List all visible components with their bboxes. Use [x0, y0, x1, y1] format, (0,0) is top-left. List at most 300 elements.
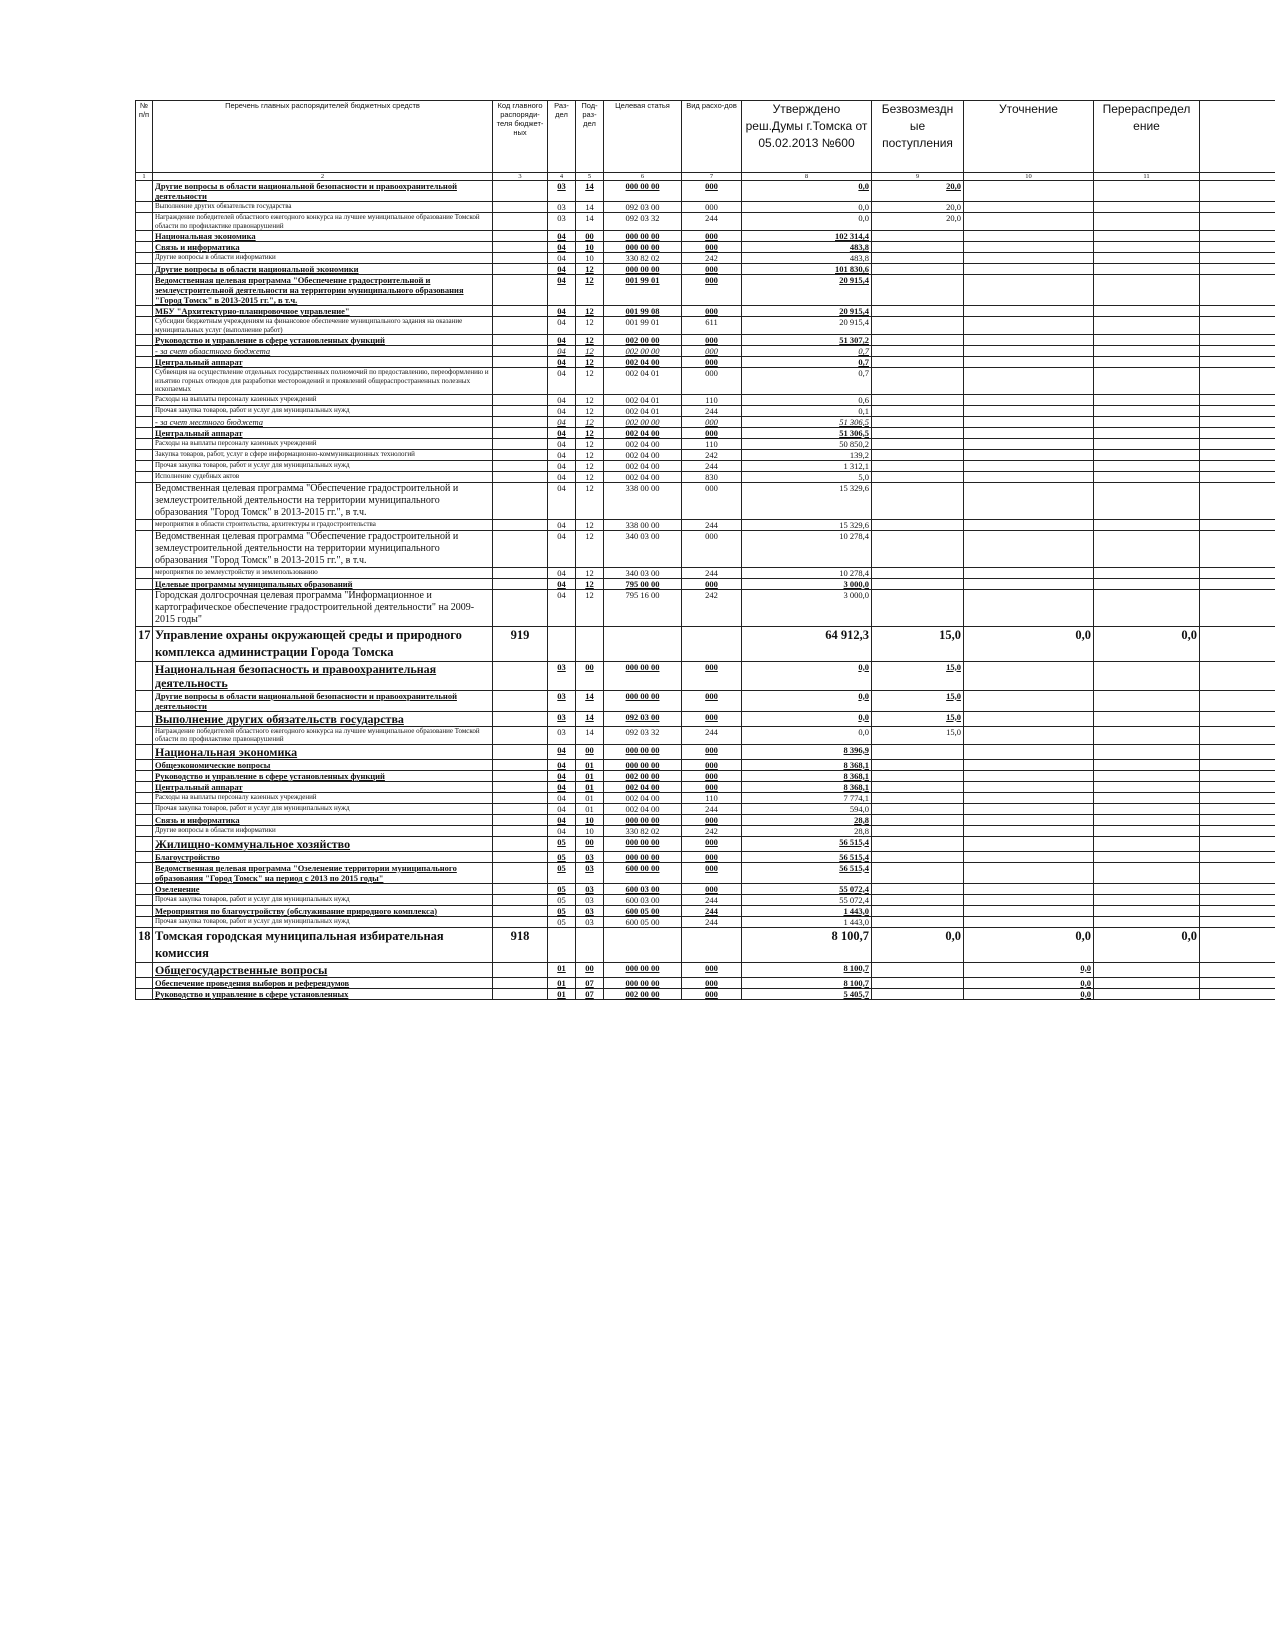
row-number: [136, 275, 153, 306]
row-extra: [1200, 264, 1275, 275]
row-name: Озеленение: [153, 883, 493, 894]
row-number: [136, 306, 153, 317]
row-podrazdel: 10: [576, 814, 604, 825]
row-number: [136, 916, 153, 927]
table-row: [136, 589, 1275, 626]
row-podrazdel: 01: [576, 781, 604, 792]
row-free: [872, 916, 964, 927]
row-clarify: [964, 862, 1094, 883]
row-name: Закупка товаров, работ, услуг в сфере информационно-коммуникационных технологий: [153, 449, 493, 460]
row-approved: 15 329,6: [742, 519, 872, 530]
row-extra: [1200, 202, 1275, 213]
row-target: 092 03 00: [604, 711, 682, 726]
row-podrazdel: 00: [576, 744, 604, 759]
row-name: Прочая закупка товаров, работ и услуг для муниципальных нужд: [153, 460, 493, 471]
row-code: [493, 661, 548, 690]
row-number: [136, 578, 153, 589]
row-vid: 000: [682, 482, 742, 519]
row-code: [493, 744, 548, 759]
row-number: [136, 471, 153, 482]
row-code: [493, 905, 548, 916]
row-clarify: [964, 317, 1094, 335]
row-razdel: 04: [548, 357, 576, 368]
row-target: 600 03 00: [604, 883, 682, 894]
row-realloc: [1094, 264, 1200, 275]
row-number: [136, 317, 153, 335]
row-vid: [682, 927, 742, 962]
row-vid: 110: [682, 792, 742, 803]
row-realloc: [1094, 661, 1200, 690]
row-approved: 0,7: [742, 357, 872, 368]
row-free: [872, 894, 964, 905]
row-code: [493, 825, 548, 836]
row-approved: 3 000,0: [742, 589, 872, 626]
row-number: [136, 213, 153, 231]
row-vid: 000: [682, 335, 742, 346]
row-clarify: [964, 427, 1094, 438]
row-approved: 10 278,4: [742, 530, 872, 567]
row-extra: [1200, 416, 1275, 427]
row-podrazdel: [576, 927, 604, 962]
row-free: [872, 781, 964, 792]
colnum: 9: [872, 173, 964, 181]
row-code: [493, 690, 548, 711]
row-number: [136, 836, 153, 851]
table-row: [136, 977, 1275, 988]
row-realloc: [1094, 471, 1200, 482]
row-target: 000 00 00: [604, 759, 682, 770]
row-free: 20,0: [872, 213, 964, 231]
row-realloc: [1094, 317, 1200, 335]
row-realloc: [1094, 567, 1200, 578]
row-vid: 000: [682, 862, 742, 883]
row-realloc: [1094, 905, 1200, 916]
row-razdel: 04: [548, 482, 576, 519]
row-free: [872, 482, 964, 519]
row-extra: [1200, 836, 1275, 851]
row-number: [136, 792, 153, 803]
row-number: [136, 977, 153, 988]
row-realloc: [1094, 519, 1200, 530]
row-razdel: 01: [548, 977, 576, 988]
row-podrazdel: 12: [576, 264, 604, 275]
row-extra: [1200, 449, 1275, 460]
row-number: [136, 405, 153, 416]
row-realloc: [1094, 335, 1200, 346]
row-target: 002 00 00: [604, 346, 682, 357]
header-free: Безвозмездн ые поступления: [872, 101, 964, 173]
row-clarify: [964, 883, 1094, 894]
table-row: [136, 438, 1275, 449]
row-vid: 110: [682, 438, 742, 449]
row-clarify: 0,0: [964, 626, 1094, 661]
row-extra: [1200, 357, 1275, 368]
row-code: [493, 770, 548, 781]
row-vid: 000: [682, 962, 742, 977]
row-approved: 8 396,9: [742, 744, 872, 759]
row-free: [872, 471, 964, 482]
column-number-row: [136, 173, 1275, 181]
table-row: [136, 231, 1275, 242]
row-podrazdel: 12: [576, 427, 604, 438]
row-number: [136, 726, 153, 744]
row-approved: 1 443,0: [742, 905, 872, 916]
table-row: [136, 405, 1275, 416]
table-row: [136, 335, 1275, 346]
row-number: [136, 346, 153, 357]
row-razdel: 03: [548, 690, 576, 711]
row-razdel: 04: [548, 519, 576, 530]
row-realloc: [1094, 836, 1200, 851]
row-approved: 8 100,7: [742, 927, 872, 962]
table-row: [136, 803, 1275, 814]
row-target: 001 99 01: [604, 317, 682, 335]
row-target: 340 03 00: [604, 530, 682, 567]
row-vid: 244: [682, 519, 742, 530]
row-extra: [1200, 368, 1275, 395]
row-clarify: [964, 482, 1094, 519]
table-row: [136, 894, 1275, 905]
row-target: 000 00 00: [604, 231, 682, 242]
row-approved: 64 912,3: [742, 626, 872, 661]
row-extra: [1200, 803, 1275, 814]
row-target: 330 82 02: [604, 253, 682, 264]
row-number: [136, 394, 153, 405]
row-clarify: [964, 792, 1094, 803]
row-clarify: [964, 567, 1094, 578]
row-code: [493, 416, 548, 427]
row-podrazdel: 07: [576, 988, 604, 999]
row-clarify: [964, 253, 1094, 264]
row-name: Выполнение других обязательств государства: [153, 202, 493, 213]
row-approved: 139,2: [742, 449, 872, 460]
row-code: [493, 567, 548, 578]
row-target: 002 04 00: [604, 357, 682, 368]
row-number: [136, 449, 153, 460]
row-target: 002 04 00: [604, 427, 682, 438]
row-extra: [1200, 962, 1275, 977]
row-name: Руководство и управление в сфере установленных функций: [153, 335, 493, 346]
row-name: Жилищно-коммунальное хозяйство: [153, 836, 493, 851]
row-razdel: 04: [548, 744, 576, 759]
row-vid: 242: [682, 589, 742, 626]
header-row: [136, 101, 1275, 173]
row-approved: 0,0: [742, 711, 872, 726]
row-approved: 5 405,7: [742, 988, 872, 999]
table-row: [136, 427, 1275, 438]
row-razdel: 04: [548, 471, 576, 482]
row-realloc: [1094, 394, 1200, 405]
table-body: [136, 181, 1275, 1000]
row-podrazdel: 14: [576, 690, 604, 711]
colnum: 1: [136, 173, 153, 181]
table-row: [136, 416, 1275, 427]
row-realloc: [1094, 578, 1200, 589]
row-razdel: 04: [548, 792, 576, 803]
row-code: [493, 836, 548, 851]
row-vid: 611: [682, 317, 742, 335]
row-approved: 102 314,4: [742, 231, 872, 242]
row-extra: [1200, 589, 1275, 626]
row-code: [493, 759, 548, 770]
row-code: [493, 394, 548, 405]
row-razdel: 04: [548, 306, 576, 317]
row-extra: [1200, 438, 1275, 449]
row-target: 600 05 00: [604, 916, 682, 927]
row-clarify: [964, 905, 1094, 916]
row-clarify: [964, 438, 1094, 449]
row-number: [136, 567, 153, 578]
row-free: [872, 977, 964, 988]
row-razdel: 04: [548, 335, 576, 346]
row-vid: 830: [682, 471, 742, 482]
row-vid: 000: [682, 416, 742, 427]
row-realloc: [1094, 711, 1200, 726]
row-razdel: 04: [548, 567, 576, 578]
row-razdel: 05: [548, 883, 576, 894]
row-number: [136, 690, 153, 711]
row-podrazdel: 10: [576, 825, 604, 836]
table-row: [136, 770, 1275, 781]
row-target: 092 03 32: [604, 213, 682, 231]
row-code: [493, 711, 548, 726]
row-clarify: [964, 242, 1094, 253]
row-free: [872, 862, 964, 883]
row-extra: [1200, 346, 1275, 357]
row-vid: 110: [682, 394, 742, 405]
row-vid: 000: [682, 744, 742, 759]
row-vid: 000: [682, 242, 742, 253]
row-target: 002 04 00: [604, 438, 682, 449]
row-realloc: [1094, 894, 1200, 905]
row-realloc: [1094, 988, 1200, 999]
row-name: Субвенция на осуществление отдельных государственных полномочий по предоставлению, переоформлению и изъятию горных отводов для разработки месторождений и проявлений общераспространенных полезных ископаемых: [153, 368, 493, 395]
row-free: [872, 253, 964, 264]
row-realloc: [1094, 792, 1200, 803]
header-num: № п/п: [136, 101, 153, 173]
row-podrazdel: 03: [576, 916, 604, 927]
row-approved: 0,0: [742, 726, 872, 744]
row-code: [493, 977, 548, 988]
table-row: [136, 242, 1275, 253]
row-target: 795 16 00: [604, 589, 682, 626]
row-podrazdel: 12: [576, 368, 604, 395]
row-name: Другие вопросы в области информатики: [153, 253, 493, 264]
row-target: 000 00 00: [604, 264, 682, 275]
row-realloc: [1094, 368, 1200, 395]
row-name: Ведомственная целевая программа "Обеспечение градостроительной и землеустроительной деятельности на территории муниципального образования "Город Томск" в 2013-2015 гг.", в т.ч.: [153, 530, 493, 567]
row-target: 002 04 00: [604, 471, 682, 482]
row-code: [493, 202, 548, 213]
row-vid: 000: [682, 346, 742, 357]
row-number: [136, 962, 153, 977]
row-approved: 20 915,4: [742, 275, 872, 306]
row-realloc: [1094, 275, 1200, 306]
row-realloc: [1094, 962, 1200, 977]
row-podrazdel: 12: [576, 589, 604, 626]
row-free: [872, 578, 964, 589]
row-free: [872, 306, 964, 317]
row-realloc: [1094, 862, 1200, 883]
row-podrazdel: 00: [576, 962, 604, 977]
row-podrazdel: 01: [576, 792, 604, 803]
row-realloc: [1094, 530, 1200, 567]
row-razdel: 04: [548, 275, 576, 306]
row-number: [136, 460, 153, 471]
row-vid: 242: [682, 825, 742, 836]
row-podrazdel: 12: [576, 317, 604, 335]
row-podrazdel: 12: [576, 357, 604, 368]
row-approved: 0,0: [742, 213, 872, 231]
row-extra: [1200, 275, 1275, 306]
row-target: 002 04 01: [604, 394, 682, 405]
row-target: 002 04 01: [604, 405, 682, 416]
row-free: [872, 405, 964, 416]
row-clarify: [964, 770, 1094, 781]
row-extra: [1200, 335, 1275, 346]
row-name: Национальная экономика: [153, 744, 493, 759]
row-name: Целевые программы муниципальных образований: [153, 578, 493, 589]
row-approved: 51 307,2: [742, 335, 872, 346]
table-row: [136, 862, 1275, 883]
row-clarify: [964, 530, 1094, 567]
colnum: 7: [682, 173, 742, 181]
row-code: [493, 962, 548, 977]
row-approved: 0,1: [742, 405, 872, 416]
row-free: [872, 394, 964, 405]
row-approved: 10 278,4: [742, 567, 872, 578]
row-number: [136, 242, 153, 253]
row-free: 20,0: [872, 202, 964, 213]
row-number: [136, 231, 153, 242]
row-target: 795 00 00: [604, 578, 682, 589]
row-clarify: [964, 346, 1094, 357]
row-number: [136, 357, 153, 368]
row-razdel: 05: [548, 905, 576, 916]
row-free: [872, 988, 964, 999]
row-podrazdel: 10: [576, 253, 604, 264]
row-clarify: [964, 264, 1094, 275]
row-razdel: 03: [548, 711, 576, 726]
row-number: [136, 814, 153, 825]
table-row: [136, 916, 1275, 927]
row-extra: [1200, 759, 1275, 770]
row-target: 002 04 00: [604, 460, 682, 471]
table-row: [136, 836, 1275, 851]
table-row: [136, 744, 1275, 759]
row-razdel: 05: [548, 851, 576, 862]
row-clarify: [964, 405, 1094, 416]
row-podrazdel: 12: [576, 335, 604, 346]
row-podrazdel: 10: [576, 242, 604, 253]
row-code: [493, 862, 548, 883]
row-free: [872, 905, 964, 916]
row-razdel: 04: [548, 460, 576, 471]
row-vid: 000: [682, 851, 742, 862]
table-row: [136, 883, 1275, 894]
row-target: 000 00 00: [604, 814, 682, 825]
row-name: Национальная безопасность и правоохранительная деятельность: [153, 661, 493, 690]
table-row: [136, 711, 1275, 726]
row-realloc: [1094, 883, 1200, 894]
row-name: Награждение победителей областного ежегодного конкурса на лучшее муниципальное образование Томской области по профилактике правонарушений: [153, 726, 493, 744]
row-realloc: 0,0: [1094, 626, 1200, 661]
row-clarify: [964, 916, 1094, 927]
row-razdel: 03: [548, 202, 576, 213]
row-vid: 000: [682, 814, 742, 825]
row-vid: 244: [682, 460, 742, 471]
row-approved: 8 368,1: [742, 759, 872, 770]
row-number: [136, 803, 153, 814]
row-extra: [1200, 519, 1275, 530]
row-approved: 51 306,5: [742, 416, 872, 427]
row-clarify: 0,0: [964, 927, 1094, 962]
row-realloc: [1094, 916, 1200, 927]
row-razdel: 04: [548, 759, 576, 770]
row-vid: 244: [682, 803, 742, 814]
row-vid: 000: [682, 711, 742, 726]
row-clarify: [964, 471, 1094, 482]
row-clarify: [964, 589, 1094, 626]
row-free: [872, 814, 964, 825]
table-row: [136, 792, 1275, 803]
row-code: [493, 988, 548, 999]
row-realloc: [1094, 306, 1200, 317]
row-clarify: [964, 202, 1094, 213]
table-row: [136, 690, 1275, 711]
row-clarify: [964, 231, 1094, 242]
row-code: [493, 589, 548, 626]
row-extra: [1200, 883, 1275, 894]
row-realloc: [1094, 416, 1200, 427]
row-target: 000 00 00: [604, 242, 682, 253]
row-code: [493, 306, 548, 317]
row-number: [136, 181, 153, 202]
table-row: [136, 988, 1275, 999]
row-extra: [1200, 530, 1275, 567]
row-extra: [1200, 770, 1275, 781]
row-approved: 8 100,7: [742, 977, 872, 988]
row-vid: 244: [682, 405, 742, 416]
row-podrazdel: 00: [576, 231, 604, 242]
row-realloc: [1094, 253, 1200, 264]
row-extra: [1200, 988, 1275, 999]
row-extra: [1200, 690, 1275, 711]
row-approved: 15 329,6: [742, 482, 872, 519]
row-podrazdel: 14: [576, 202, 604, 213]
row-realloc: [1094, 814, 1200, 825]
row-number: [136, 253, 153, 264]
row-podrazdel: 12: [576, 578, 604, 589]
table-row: [136, 519, 1275, 530]
row-code: [493, 916, 548, 927]
row-podrazdel: 12: [576, 449, 604, 460]
row-vid: 000: [682, 690, 742, 711]
row-approved: 483,8: [742, 253, 872, 264]
colnum: 8: [742, 173, 872, 181]
row-razdel: 04: [548, 242, 576, 253]
row-vid: 000: [682, 781, 742, 792]
row-name: - за счет областного бюджета: [153, 346, 493, 357]
row-target: 000 00 00: [604, 977, 682, 988]
row-number: [136, 759, 153, 770]
row-free: [872, 883, 964, 894]
row-clarify: [964, 578, 1094, 589]
row-podrazdel: 14: [576, 711, 604, 726]
row-clarify: [964, 803, 1094, 814]
row-extra: [1200, 726, 1275, 744]
row-vid: 242: [682, 253, 742, 264]
